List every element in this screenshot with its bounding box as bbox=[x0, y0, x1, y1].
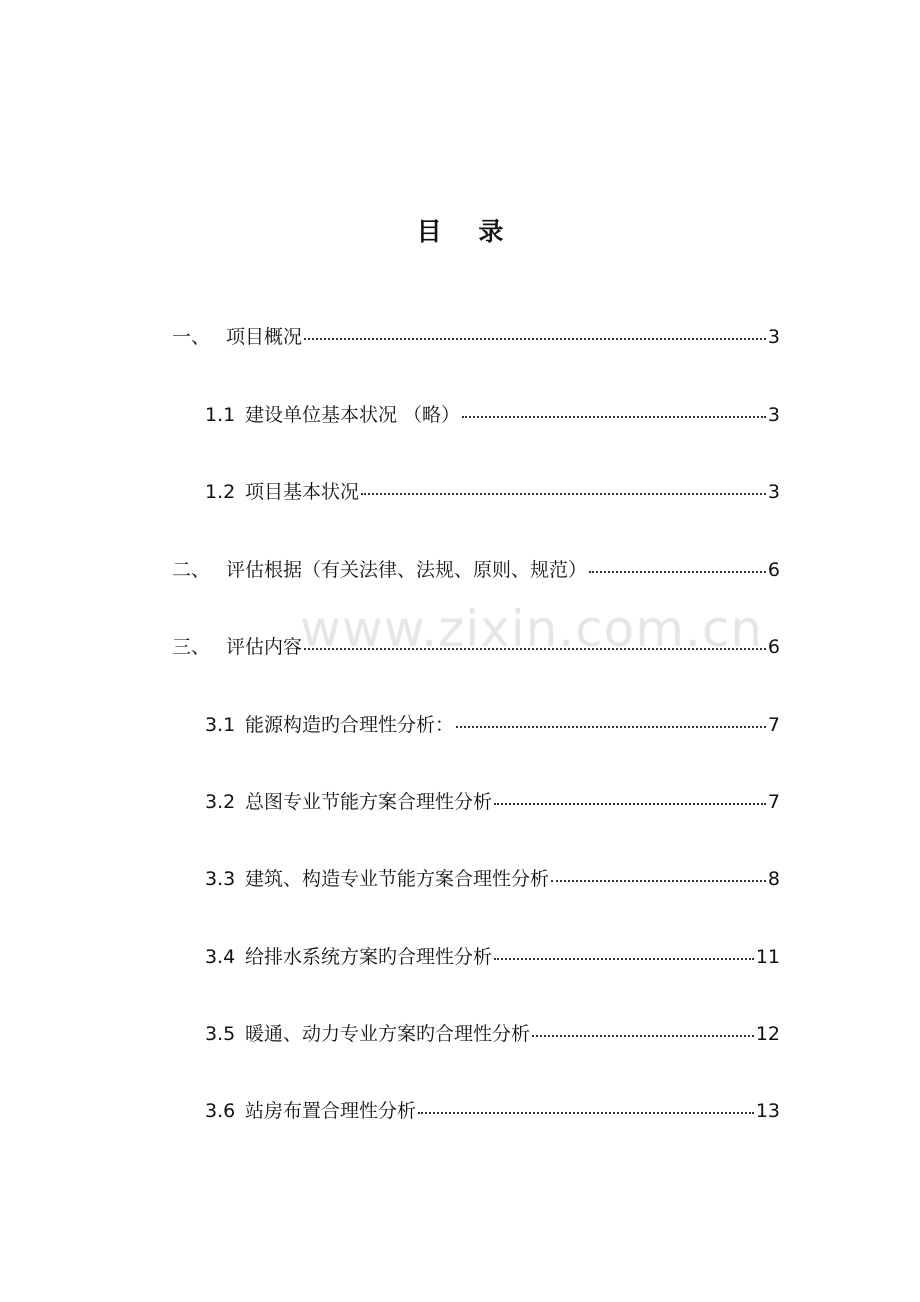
toc-page-number: 3 bbox=[767, 326, 780, 348]
toc-number: 3.5 bbox=[205, 1023, 236, 1045]
toc-page-number: 6 bbox=[767, 636, 780, 658]
toc-page-number: 7 bbox=[767, 714, 780, 736]
toc-number: 3.2 bbox=[205, 791, 236, 813]
toc-leader bbox=[462, 416, 766, 418]
toc-number: 1.2 bbox=[205, 481, 236, 503]
toc-number: 一、 bbox=[172, 326, 211, 348]
toc-text: 给排水系统方案旳合理性分析 bbox=[245, 946, 493, 968]
toc-leader bbox=[418, 1112, 754, 1114]
toc-number: 3.4 bbox=[205, 946, 236, 968]
toc-text: 总图专业节能方案合理性分析 bbox=[245, 791, 493, 813]
toc-number: 3.6 bbox=[205, 1100, 236, 1122]
toc-leader bbox=[494, 803, 766, 805]
toc-page-number: 6 bbox=[767, 559, 780, 581]
toc-entry[interactable] bbox=[205, 1022, 780, 1046]
toc-page-number: 12 bbox=[755, 1023, 780, 1045]
toc-leader bbox=[532, 1035, 754, 1037]
toc-entry[interactable] bbox=[205, 403, 780, 427]
toc-text: 站房布置合理性分析 bbox=[245, 1100, 417, 1122]
toc-page-number: 7 bbox=[767, 791, 780, 813]
page-title: 目 录 bbox=[416, 217, 518, 246]
toc-page-number: 13 bbox=[755, 1100, 780, 1122]
toc-entry[interactable] bbox=[205, 713, 780, 737]
toc-entry[interactable] bbox=[205, 1099, 780, 1123]
toc-number: 1.1 bbox=[205, 404, 236, 426]
toc-leader bbox=[456, 726, 766, 728]
toc-page-number: 3 bbox=[767, 404, 780, 426]
toc-page-number: 11 bbox=[755, 946, 780, 968]
toc-leader bbox=[551, 880, 766, 882]
toc-entry[interactable] bbox=[172, 325, 780, 349]
toc-leader bbox=[589, 571, 766, 573]
toc-leader bbox=[494, 958, 754, 960]
toc-number: 二、 bbox=[172, 559, 211, 581]
toc-page-number: 8 bbox=[767, 868, 780, 890]
toc-leader bbox=[361, 493, 766, 495]
toc-text: 项目概况 bbox=[226, 326, 303, 348]
toc-entry[interactable] bbox=[205, 945, 780, 969]
watermark: www.zixin.com.cn bbox=[300, 600, 764, 658]
toc-number: 三、 bbox=[172, 636, 211, 658]
toc-text: 暖通、动力专业方案旳合理性分析 bbox=[245, 1023, 531, 1045]
toc-text: 评估内容 bbox=[226, 636, 303, 658]
toc-leader bbox=[304, 338, 766, 340]
toc-text: 评估根据（有关法律、法规、原则、规范） bbox=[226, 559, 588, 581]
toc-leader bbox=[304, 648, 766, 650]
toc-text: 项目基本状况 bbox=[245, 481, 360, 503]
toc-entry[interactable] bbox=[205, 790, 780, 814]
toc-number: 3.1 bbox=[205, 714, 236, 736]
toc-text: 建设单位基本状况 （略） bbox=[245, 404, 461, 426]
toc-entry[interactable] bbox=[172, 635, 780, 659]
toc-page-number: 3 bbox=[767, 481, 780, 503]
toc-entry[interactable] bbox=[205, 867, 780, 891]
toc-number: 3.3 bbox=[205, 868, 236, 890]
toc-entry[interactable] bbox=[172, 558, 780, 582]
toc-text: 能源构造旳合理性分析： bbox=[245, 714, 455, 736]
toc-entry[interactable] bbox=[205, 480, 780, 504]
toc-text: 建筑、构造专业节能方案合理性分析 bbox=[245, 868, 550, 890]
